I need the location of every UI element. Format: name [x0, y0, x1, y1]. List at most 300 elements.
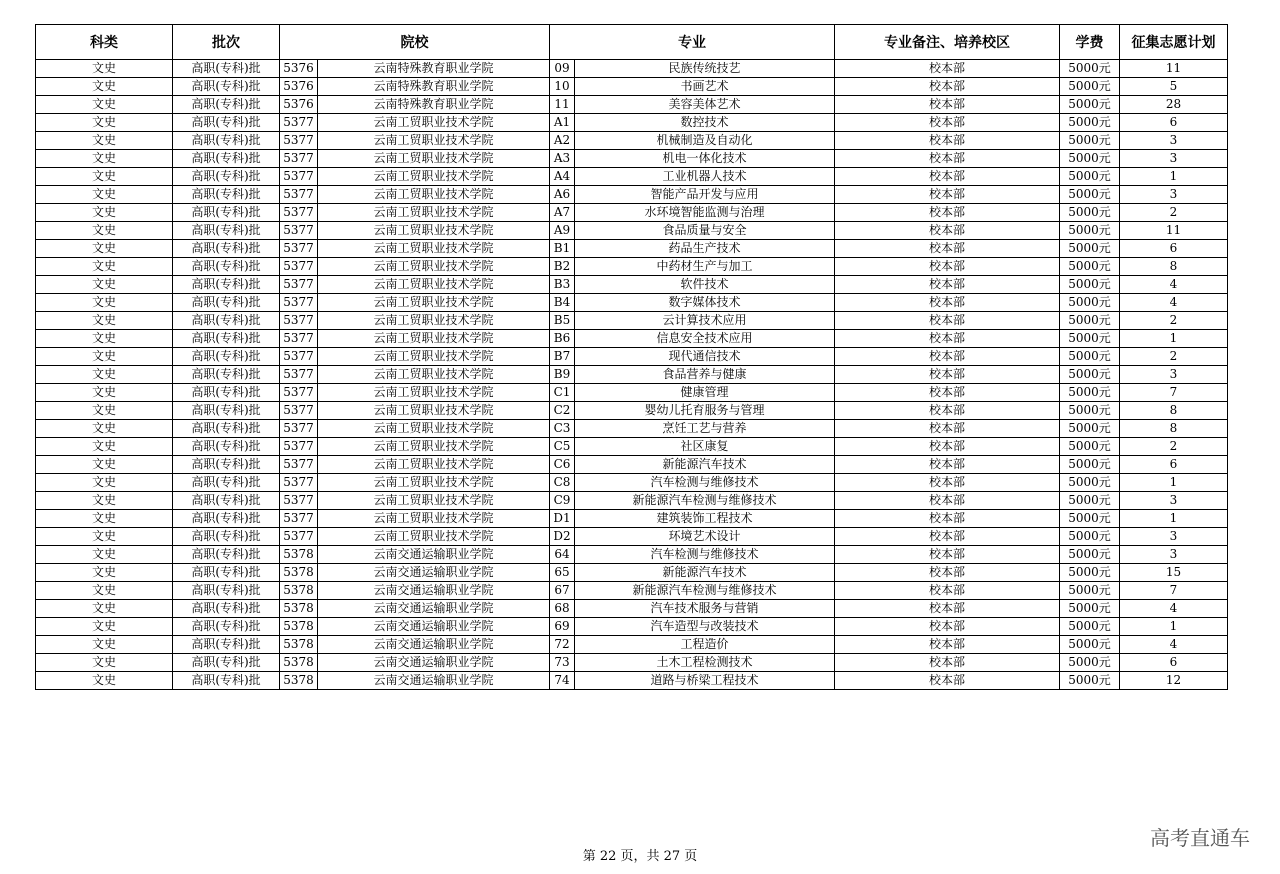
table-row	[36, 474, 1228, 492]
cell-campus: 校本部	[835, 402, 1060, 420]
cell-major-code: C2	[550, 402, 575, 420]
cell-tuition: 5000元	[1060, 294, 1120, 312]
cell-plan-count: 3	[1120, 132, 1228, 150]
cell-major-code: B2	[550, 258, 575, 276]
cell-campus: 校本部	[835, 528, 1060, 546]
cell-school-code: 5377	[280, 456, 318, 474]
table-row	[36, 276, 1228, 294]
table-row	[36, 564, 1228, 582]
table-row	[36, 384, 1228, 402]
cell-category: 文史	[36, 330, 173, 348]
cell-school-code: 5378	[280, 600, 318, 618]
table-row	[36, 168, 1228, 186]
cell-category: 文史	[36, 636, 173, 654]
table-row	[36, 600, 1228, 618]
cell-plan-count: 1	[1120, 510, 1228, 528]
cell-school-name: 云南工贸职业技术学院	[318, 114, 550, 132]
table-row	[36, 96, 1228, 114]
cell-plan-count: 2	[1120, 204, 1228, 222]
cell-major-code: A1	[550, 114, 575, 132]
cell-major-name: 新能源汽车技术	[575, 564, 835, 582]
cell-plan-count: 8	[1120, 420, 1228, 438]
cell-tuition: 5000元	[1060, 96, 1120, 114]
cell-campus: 校本部	[835, 222, 1060, 240]
cell-major-name: 建筑装饰工程技术	[575, 510, 835, 528]
cell-plan-count: 2	[1120, 348, 1228, 366]
cell-major-code: 65	[550, 564, 575, 582]
cell-campus: 校本部	[835, 330, 1060, 348]
cell-school-name: 云南工贸职业技术学院	[318, 420, 550, 438]
cell-campus: 校本部	[835, 474, 1060, 492]
cell-school-code: 5377	[280, 312, 318, 330]
table-row	[36, 258, 1228, 276]
cell-major-code: B5	[550, 312, 575, 330]
cell-tuition: 5000元	[1060, 582, 1120, 600]
table-row	[36, 438, 1228, 456]
cell-school-code: 5377	[280, 402, 318, 420]
cell-campus: 校本部	[835, 366, 1060, 384]
cell-campus: 校本部	[835, 420, 1060, 438]
cell-plan-count: 3	[1120, 492, 1228, 510]
cell-batch: 高职(专科)批	[173, 348, 280, 366]
cell-batch: 高职(专科)批	[173, 654, 280, 672]
cell-tuition: 5000元	[1060, 618, 1120, 636]
cell-tuition: 5000元	[1060, 222, 1120, 240]
cell-school-name: 云南交通运输职业学院	[318, 672, 550, 690]
cell-tuition: 5000元	[1060, 456, 1120, 474]
table-row	[36, 222, 1228, 240]
table-row	[36, 636, 1228, 654]
cell-school-name: 云南工贸职业技术学院	[318, 384, 550, 402]
cell-campus: 校本部	[835, 312, 1060, 330]
cell-major-code: A4	[550, 168, 575, 186]
cell-major-name: 云计算技术应用	[575, 312, 835, 330]
cell-campus: 校本部	[835, 654, 1060, 672]
cell-category: 文史	[36, 132, 173, 150]
header-batch: 批次	[173, 25, 280, 60]
cell-major-code: A3	[550, 150, 575, 168]
cell-major-name: 汽车技术服务与营销	[575, 600, 835, 618]
header-remarks-campus: 专业备注、培养校区	[835, 25, 1060, 60]
cell-campus: 校本部	[835, 258, 1060, 276]
cell-tuition: 5000元	[1060, 258, 1120, 276]
cell-category: 文史	[36, 654, 173, 672]
table-row	[36, 186, 1228, 204]
cell-batch: 高职(专科)批	[173, 492, 280, 510]
cell-major-name: 工业机器人技术	[575, 168, 835, 186]
cell-school-name: 云南工贸职业技术学院	[318, 240, 550, 258]
cell-major-code: B6	[550, 330, 575, 348]
cell-major-code: C5	[550, 438, 575, 456]
cell-school-name: 云南工贸职业技术学院	[318, 186, 550, 204]
cell-school-name: 云南工贸职业技术学院	[318, 312, 550, 330]
cell-campus: 校本部	[835, 600, 1060, 618]
cell-school-name: 云南工贸职业技术学院	[318, 258, 550, 276]
cell-school-code: 5377	[280, 186, 318, 204]
cell-major-code: 69	[550, 618, 575, 636]
table-row	[36, 582, 1228, 600]
header-major: 专业	[550, 25, 835, 60]
cell-tuition: 5000元	[1060, 654, 1120, 672]
cell-school-name: 云南工贸职业技术学院	[318, 366, 550, 384]
cell-batch: 高职(专科)批	[173, 312, 280, 330]
cell-school-name: 云南工贸职业技术学院	[318, 330, 550, 348]
watermark-logo-text: 高考直通车	[1150, 826, 1250, 850]
cell-campus: 校本部	[835, 438, 1060, 456]
cell-major-name: 健康管理	[575, 384, 835, 402]
table-row	[36, 294, 1228, 312]
cell-category: 文史	[36, 438, 173, 456]
cell-school-code: 5377	[280, 132, 318, 150]
cell-category: 文史	[36, 294, 173, 312]
cell-plan-count: 6	[1120, 114, 1228, 132]
cell-major-name: 烹饪工艺与营养	[575, 420, 835, 438]
table-row	[36, 618, 1228, 636]
cell-category: 文史	[36, 366, 173, 384]
cell-batch: 高职(专科)批	[173, 330, 280, 348]
cell-major-code: C9	[550, 492, 575, 510]
cell-school-name: 云南工贸职业技术学院	[318, 348, 550, 366]
cell-tuition: 5000元	[1060, 564, 1120, 582]
cell-plan-count: 4	[1120, 294, 1228, 312]
cell-campus: 校本部	[835, 60, 1060, 78]
cell-batch: 高职(专科)批	[173, 582, 280, 600]
cell-batch: 高职(专科)批	[173, 168, 280, 186]
cell-tuition: 5000元	[1060, 132, 1120, 150]
cell-category: 文史	[36, 60, 173, 78]
cell-tuition: 5000元	[1060, 312, 1120, 330]
cell-batch: 高职(专科)批	[173, 150, 280, 168]
cell-batch: 高职(专科)批	[173, 186, 280, 204]
cell-school-code: 5377	[280, 492, 318, 510]
table-row	[36, 402, 1228, 420]
cell-plan-count: 3	[1120, 366, 1228, 384]
cell-plan-count: 3	[1120, 186, 1228, 204]
cell-campus: 校本部	[835, 636, 1060, 654]
cell-campus: 校本部	[835, 114, 1060, 132]
cell-plan-count: 1	[1120, 474, 1228, 492]
header-tuition: 学费	[1060, 25, 1120, 60]
cell-major-code: C1	[550, 384, 575, 402]
table-row	[36, 150, 1228, 168]
cell-tuition: 5000元	[1060, 420, 1120, 438]
cell-major-code: C3	[550, 420, 575, 438]
cell-school-name: 云南工贸职业技术学院	[318, 402, 550, 420]
cell-tuition: 5000元	[1060, 492, 1120, 510]
cell-batch: 高职(专科)批	[173, 78, 280, 96]
cell-category: 文史	[36, 456, 173, 474]
cell-category: 文史	[36, 420, 173, 438]
cell-school-name: 云南工贸职业技术学院	[318, 492, 550, 510]
cell-school-name: 云南交通运输职业学院	[318, 636, 550, 654]
cell-batch: 高职(专科)批	[173, 132, 280, 150]
cell-tuition: 5000元	[1060, 384, 1120, 402]
cell-campus: 校本部	[835, 564, 1060, 582]
cell-major-name: 食品营养与健康	[575, 366, 835, 384]
cell-school-code: 5378	[280, 546, 318, 564]
cell-category: 文史	[36, 114, 173, 132]
cell-campus: 校本部	[835, 510, 1060, 528]
cell-category: 文史	[36, 402, 173, 420]
header-plan-count: 征集志愿计划	[1120, 25, 1228, 60]
cell-major-code: A9	[550, 222, 575, 240]
cell-major-name: 婴幼儿托育服务与管理	[575, 402, 835, 420]
table-row	[36, 366, 1228, 384]
cell-school-code: 5376	[280, 78, 318, 96]
cell-school-name: 云南工贸职业技术学院	[318, 474, 550, 492]
cell-major-name: 药品生产技术	[575, 240, 835, 258]
cell-campus: 校本部	[835, 186, 1060, 204]
cell-plan-count: 6	[1120, 240, 1228, 258]
cell-campus: 校本部	[835, 384, 1060, 402]
cell-tuition: 5000元	[1060, 150, 1120, 168]
table-row	[36, 60, 1228, 78]
cell-tuition: 5000元	[1060, 276, 1120, 294]
cell-batch: 高职(专科)批	[173, 60, 280, 78]
table-row	[36, 654, 1228, 672]
cell-campus: 校本部	[835, 240, 1060, 258]
cell-batch: 高职(专科)批	[173, 240, 280, 258]
cell-plan-count: 1	[1120, 330, 1228, 348]
cell-plan-count: 2	[1120, 312, 1228, 330]
cell-batch: 高职(专科)批	[173, 384, 280, 402]
cell-batch: 高职(专科)批	[173, 672, 280, 690]
cell-plan-count: 11	[1120, 222, 1228, 240]
cell-tuition: 5000元	[1060, 474, 1120, 492]
cell-plan-count: 15	[1120, 564, 1228, 582]
table-row	[36, 456, 1228, 474]
cell-major-code: B1	[550, 240, 575, 258]
cell-tuition: 5000元	[1060, 438, 1120, 456]
cell-category: 文史	[36, 204, 173, 222]
cell-batch: 高职(专科)批	[173, 258, 280, 276]
cell-tuition: 5000元	[1060, 240, 1120, 258]
cell-school-code: 5377	[280, 204, 318, 222]
cell-major-name: 工程造价	[575, 636, 835, 654]
cell-school-name: 云南特殊教育职业学院	[318, 96, 550, 114]
cell-school-code: 5376	[280, 96, 318, 114]
cell-major-code: 74	[550, 672, 575, 690]
cell-category: 文史	[36, 276, 173, 294]
table-row	[36, 546, 1228, 564]
cell-batch: 高职(专科)批	[173, 294, 280, 312]
cell-school-name: 云南交通运输职业学院	[318, 654, 550, 672]
table-row	[36, 510, 1228, 528]
cell-major-name: 道路与桥梁工程技术	[575, 672, 835, 690]
cell-campus: 校本部	[835, 348, 1060, 366]
cell-batch: 高职(专科)批	[173, 636, 280, 654]
cell-category: 文史	[36, 528, 173, 546]
cell-category: 文史	[36, 150, 173, 168]
cell-school-code: 5378	[280, 582, 318, 600]
cell-campus: 校本部	[835, 168, 1060, 186]
cell-plan-count: 5	[1120, 78, 1228, 96]
cell-category: 文史	[36, 600, 173, 618]
table-row	[36, 312, 1228, 330]
cell-major-code: B7	[550, 348, 575, 366]
cell-major-name: 水环境智能监测与治理	[575, 204, 835, 222]
cell-tuition: 5000元	[1060, 528, 1120, 546]
cell-campus: 校本部	[835, 546, 1060, 564]
cell-major-code: 09	[550, 60, 575, 78]
cell-category: 文史	[36, 312, 173, 330]
cell-batch: 高职(专科)批	[173, 402, 280, 420]
cell-category: 文史	[36, 582, 173, 600]
cell-school-name: 云南工贸职业技术学院	[318, 150, 550, 168]
cell-plan-count: 7	[1120, 582, 1228, 600]
cell-school-name: 云南特殊教育职业学院	[318, 78, 550, 96]
cell-plan-count: 12	[1120, 672, 1228, 690]
cell-school-name: 云南工贸职业技术学院	[318, 132, 550, 150]
cell-school-code: 5377	[280, 528, 318, 546]
cell-school-code: 5377	[280, 114, 318, 132]
cell-school-name: 云南交通运输职业学院	[318, 564, 550, 582]
cell-campus: 校本部	[835, 276, 1060, 294]
page-number: 第 22 页，共 27 页	[582, 849, 698, 864]
cell-category: 文史	[36, 222, 173, 240]
cell-major-code: 11	[550, 96, 575, 114]
cell-school-code: 5378	[280, 672, 318, 690]
cell-category: 文史	[36, 618, 173, 636]
cell-tuition: 5000元	[1060, 546, 1120, 564]
table-row	[36, 78, 1228, 96]
cell-plan-count: 8	[1120, 402, 1228, 420]
cell-major-name: 新能源汽车检测与维修技术	[575, 492, 835, 510]
cell-category: 文史	[36, 564, 173, 582]
cell-plan-count: 4	[1120, 276, 1228, 294]
cell-category: 文史	[36, 186, 173, 204]
cell-major-name: 民族传统技艺	[575, 60, 835, 78]
cell-major-name: 美容美体艺术	[575, 96, 835, 114]
cell-category: 文史	[36, 168, 173, 186]
cell-plan-count: 8	[1120, 258, 1228, 276]
cell-major-code: 64	[550, 546, 575, 564]
cell-school-code: 5377	[280, 474, 318, 492]
cell-school-code: 5377	[280, 348, 318, 366]
cell-batch: 高职(专科)批	[173, 600, 280, 618]
cell-batch: 高职(专科)批	[173, 618, 280, 636]
cell-major-name: 汽车检测与维修技术	[575, 474, 835, 492]
cell-category: 文史	[36, 672, 173, 690]
cell-school-name: 云南工贸职业技术学院	[318, 456, 550, 474]
cell-major-name: 土木工程检测技术	[575, 654, 835, 672]
cell-plan-count: 28	[1120, 96, 1228, 114]
cell-category: 文史	[36, 492, 173, 510]
cell-school-name: 云南特殊教育职业学院	[318, 60, 550, 78]
cell-tuition: 5000元	[1060, 78, 1120, 96]
cell-tuition: 5000元	[1060, 366, 1120, 384]
cell-campus: 校本部	[835, 204, 1060, 222]
cell-category: 文史	[36, 240, 173, 258]
cell-batch: 高职(专科)批	[173, 438, 280, 456]
cell-school-name: 云南工贸职业技术学院	[318, 528, 550, 546]
admission-plan-table	[35, 24, 1228, 690]
cell-tuition: 5000元	[1060, 600, 1120, 618]
cell-major-name: 社区康复	[575, 438, 835, 456]
cell-major-code: 68	[550, 600, 575, 618]
cell-major-code: B3	[550, 276, 575, 294]
cell-school-code: 5377	[280, 168, 318, 186]
cell-batch: 高职(专科)批	[173, 564, 280, 582]
cell-plan-count: 3	[1120, 150, 1228, 168]
cell-major-code: D2	[550, 528, 575, 546]
cell-plan-count: 6	[1120, 456, 1228, 474]
cell-school-code: 5377	[280, 366, 318, 384]
cell-tuition: 5000元	[1060, 204, 1120, 222]
cell-school-name: 云南工贸职业技术学院	[318, 168, 550, 186]
cell-campus: 校本部	[835, 618, 1060, 636]
cell-campus: 校本部	[835, 78, 1060, 96]
cell-major-code: A2	[550, 132, 575, 150]
cell-batch: 高职(专科)批	[173, 204, 280, 222]
table-row	[36, 420, 1228, 438]
cell-school-code: 5377	[280, 276, 318, 294]
cell-campus: 校本部	[835, 132, 1060, 150]
cell-tuition: 5000元	[1060, 402, 1120, 420]
cell-category: 文史	[36, 78, 173, 96]
cell-batch: 高职(专科)批	[173, 96, 280, 114]
cell-school-code: 5377	[280, 222, 318, 240]
cell-campus: 校本部	[835, 150, 1060, 168]
cell-batch: 高职(专科)批	[173, 420, 280, 438]
cell-tuition: 5000元	[1060, 168, 1120, 186]
cell-batch: 高职(专科)批	[173, 546, 280, 564]
cell-plan-count: 3	[1120, 528, 1228, 546]
cell-category: 文史	[36, 96, 173, 114]
cell-category: 文史	[36, 546, 173, 564]
cell-school-name: 云南工贸职业技术学院	[318, 276, 550, 294]
table-row	[36, 132, 1228, 150]
cell-category: 文史	[36, 348, 173, 366]
cell-plan-count: 2	[1120, 438, 1228, 456]
cell-tuition: 5000元	[1060, 114, 1120, 132]
cell-tuition: 5000元	[1060, 348, 1120, 366]
cell-batch: 高职(专科)批	[173, 510, 280, 528]
cell-campus: 校本部	[835, 456, 1060, 474]
table-row	[36, 240, 1228, 258]
cell-major-code: C6	[550, 456, 575, 474]
cell-school-code: 5377	[280, 438, 318, 456]
cell-major-name: 食品质量与安全	[575, 222, 835, 240]
cell-major-name: 智能产品开发与应用	[575, 186, 835, 204]
cell-school-code: 5377	[280, 258, 318, 276]
cell-category: 文史	[36, 384, 173, 402]
cell-major-code: A6	[550, 186, 575, 204]
cell-school-code: 5377	[280, 330, 318, 348]
cell-major-name: 汽车造型与改装技术	[575, 618, 835, 636]
cell-school-name: 云南工贸职业技术学院	[318, 222, 550, 240]
cell-campus: 校本部	[835, 492, 1060, 510]
cell-tuition: 5000元	[1060, 672, 1120, 690]
cell-batch: 高职(专科)批	[173, 474, 280, 492]
cell-school-code: 5378	[280, 636, 318, 654]
cell-school-code: 5376	[280, 60, 318, 78]
table-body	[36, 60, 1228, 690]
cell-batch: 高职(专科)批	[173, 114, 280, 132]
cell-school-code: 5378	[280, 564, 318, 582]
header-school: 院校	[280, 25, 550, 60]
cell-campus: 校本部	[835, 294, 1060, 312]
cell-plan-count: 3	[1120, 546, 1228, 564]
cell-major-code: C8	[550, 474, 575, 492]
cell-major-code: 72	[550, 636, 575, 654]
table-row	[36, 204, 1228, 222]
cell-major-name: 书画艺术	[575, 78, 835, 96]
cell-category: 文史	[36, 474, 173, 492]
table-row	[36, 492, 1228, 510]
cell-batch: 高职(专科)批	[173, 456, 280, 474]
cell-major-code: 67	[550, 582, 575, 600]
